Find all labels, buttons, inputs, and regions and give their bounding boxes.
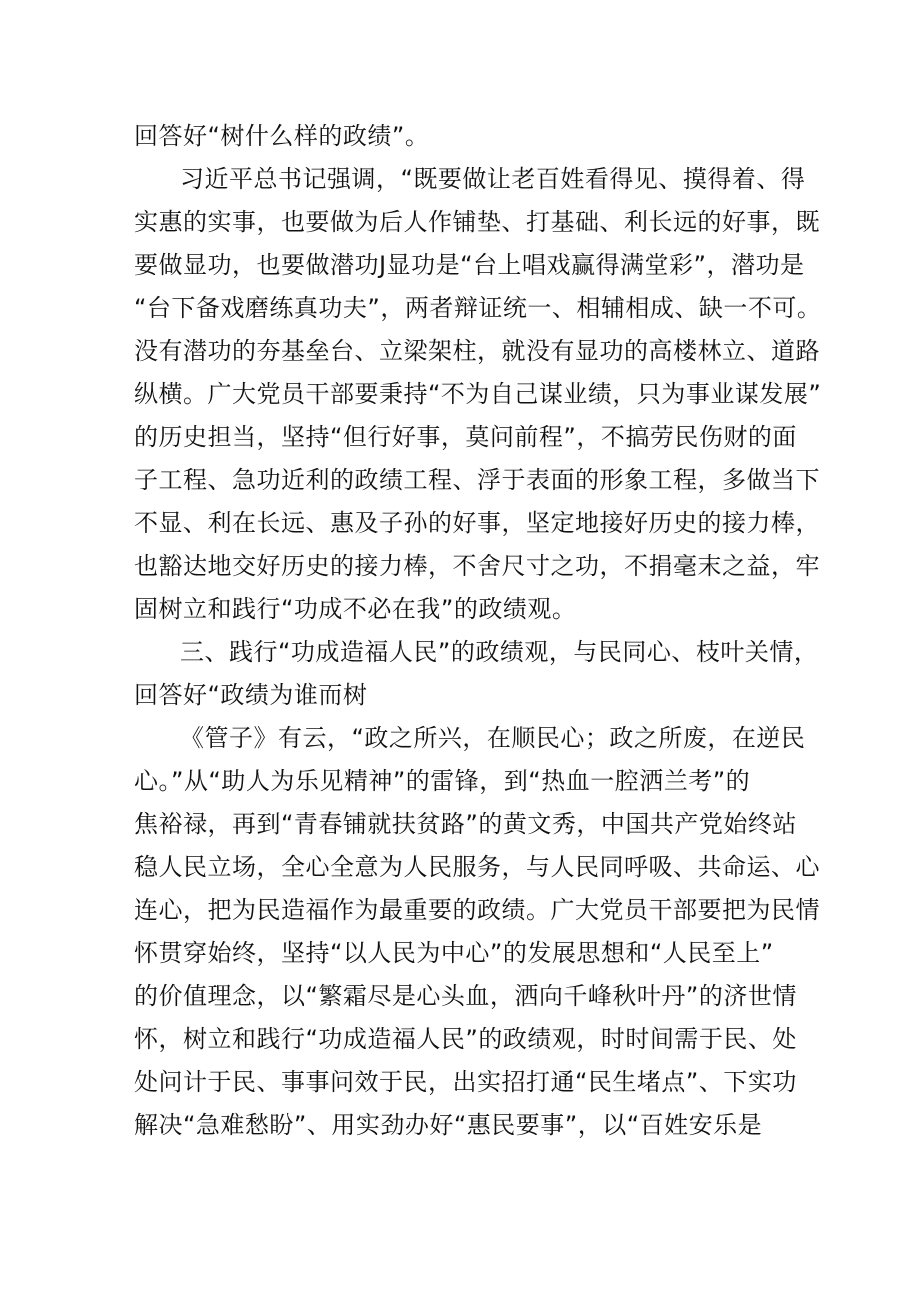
text-line: 子工程、急功近利的政绩工程、浮于表面的形象工程，多做当下 — [134, 466, 820, 494]
text-line: 不显、利在长远、惠及子孙的好事，坚定地接好历史的接力棒， — [134, 509, 820, 537]
text-line: 实惠的实事，也要做为后人作铺垫、打基础、利长远的好事，既 — [134, 208, 820, 236]
text-line: 怀贯穿始终，坚持“以人民为中心”的发展思想和“人民至上” — [134, 939, 774, 967]
text-line: 《管子》有云，“政之所兴，在顺民心；政之所废，在逆民 — [180, 724, 806, 752]
text-line: 连心，把为民造福作为最重要的政绩。广大党员干部要把为民情 — [134, 896, 820, 924]
text-line: 焦裕禄，再到“青春铺就扶贫路”的黄文秀，中国共产党始终站 — [134, 810, 797, 838]
text-line: “台下备戏磨练真功夫”，两者辩证统一、相辅相成、缺一不可。 — [134, 294, 822, 322]
text-line: 的价值理念，以“繁霜尽是心头血，洒向千峰秋叶丹”的济世情 — [134, 982, 797, 1010]
text-line: 习近平总书记强调，“既要做让老百姓看得见、摸得着、得 — [180, 165, 806, 193]
text-line: 的历史担当，坚持“但行好事，莫问前程”，不搞劳民伤财的面 — [134, 423, 797, 451]
text-line: 稳人民立场，全心全意为人民服务，与人民同呼吸、共命运、心 — [134, 853, 820, 881]
text-line: 回答好“树什么样的政绩”。 — [134, 122, 430, 150]
text-line: 没有潜功的夯基垒台、立梁架柱，就没有显功的高楼林立、道路 — [134, 337, 820, 365]
text-line: 处问计于民、事事问效于民，出实招打通“民生堵点”、下实功 — [134, 1068, 797, 1096]
text-line: 固树立和践行“功成不必在我”的政绩观。 — [134, 595, 577, 623]
text-line: 怀，树立和践行“功成造福人民”的政绩观，时时间需于民、处 — [134, 1025, 797, 1053]
text-line: 要做显功，也要做潜功J显功是“台上唱戏赢得满堂彩”，潜功是 — [134, 251, 805, 279]
text-line: 心。”从“助人为乐见精神”的雷锋，到“热血一腔洒兰考”的 — [134, 767, 751, 795]
text-line: 也豁达地交好历史的接力棒，不舍尺寸之功，不捐毫末之益，牢 — [134, 552, 820, 580]
section-heading: 回答好“政绩为谁而树 — [134, 681, 368, 709]
text-line: 解决“急难愁盼”、用实劲办好“惠民要事”，以“百姓安乐是 — [134, 1111, 763, 1139]
section-heading: 三、践行“功成造福人民”的政绩观，与民同心、枝叶关情， — [180, 638, 819, 666]
text-line: 纵横。广大党员干部要秉持“不为自己谋业绩，只为事业谋发展” — [134, 380, 822, 408]
